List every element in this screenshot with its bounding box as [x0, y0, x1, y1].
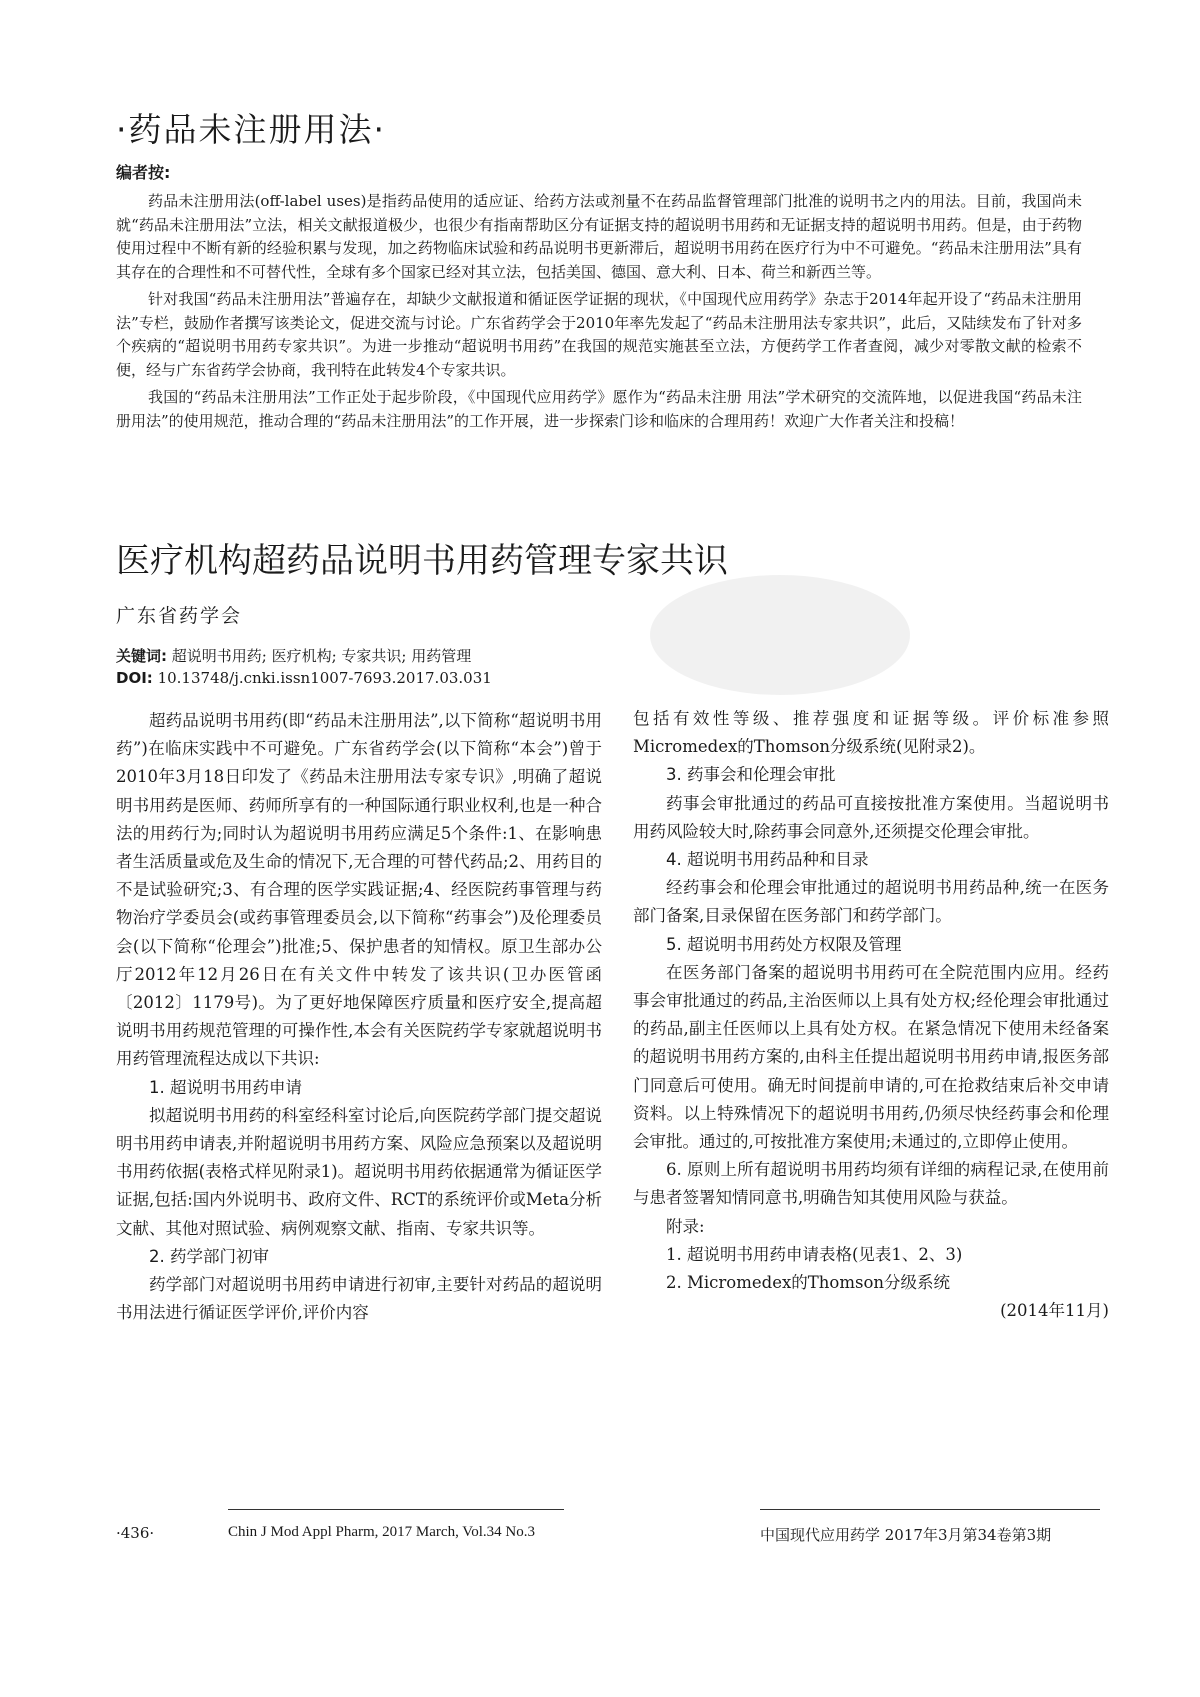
keywords-label: 关键词:	[116, 647, 167, 665]
editor-note-paragraph: 我国的“药品未注册用法”工作正处于起步阶段，《中国现代应用药学》愿作为“药品未注册 用法”学术研究的交流阵地，以促进我国“药品未注册用法”的使用规范，推动合理的“药品未注册用法”的工作开展，进一步探索门诊和临床的合理用药！欢迎广大作者关注和投稿！	[116, 388, 1082, 430]
article-title: 医疗机构超药品说明书用药管理专家共识	[116, 541, 728, 581]
body-paragraph: 6. 原则上所有超说明书用药均须有详细的病程记录,在使用前与患者签署知情同意书,明确告知其使用风险与获益。	[633, 1160, 1109, 1208]
article-author: 广东省药学会	[116, 605, 243, 627]
keywords-value: 超说明书用药; 医疗机构; 专家共识; 用药管理	[171, 647, 472, 665]
body-paragraph: 拟超说明书用药的科室经科室讨论后,向医院药学部门提交超说明书用药申请表,并附超说明书用药方案、风险应急预案以及超说明书用药依据(表格式样见附录1)。超说明书用药依据通常为循证医学证据,包括:国内外说明书、政府文件、RCT的系统评价或Meta分析文献、其他对照试验、病例观察文献、指南、专家共识等。	[116, 1105, 602, 1238]
section-heading: 3. 药事会和伦理会审批	[666, 765, 836, 785]
body-right-column	[633, 705, 1109, 1325]
keywords-line	[116, 645, 676, 666]
editor-note-paragraph: 针对我国“药品未注册用法”普遍存在，却缺少文献报道和循证医学证据的现状，《中国现代应用药学》杂志于2014年起开设了“药品未注册用法”专栏，鼓励作者撰写该类论文，促进交流与讨论。广东省药学会于2010年率先发起了“药品未注册用法专家共识”，此后，又陆续发布了针对多个疾病的“超说明书用药专家共识”。为进一步推动“超说明书用药”在我国的规范实施甚至立法，方便药学工作者查阅，减少对零散文献的检索不便，经与广东省药学会协商，我刊特在此转发4个专家共识。	[116, 290, 1082, 379]
section-tag: ·药品未注册用法·	[116, 110, 386, 149]
body-paragraph: 1. 超说明书用药申请表格(见表1、2、3)	[666, 1244, 963, 1264]
editor-note-paragraph: 药品未注册用法(off-label uses)是指药品使用的适应证、给药方法或剂量不在药品监督管理部门批准的说明书之内的用法。目前，我国尚未就“药品未注册用法”立法，相关文献报道极少，也很少有指南帮助区分有证据支持的超说明书用药和无证据支持的超说明书用药。但是，由于药物使用过程中不断有新的经验积累与发现，加之药物临床试验和药品说明书更新滞后，超说明书用药在医疗行为中不可避免。“药品未注册用法”具有其存在的合理性和不可替代性，全球有多个国家已经对其立法，包括美国、德国、意大利、日本、荷兰和新西兰等。	[116, 192, 1082, 281]
section-heading: 4. 超说明书用药品种和目录	[666, 850, 869, 870]
editor-note-label: 编者按:	[116, 163, 171, 182]
editor-note	[116, 190, 1082, 437]
section-heading: 5. 超说明书用药处方权限及管理	[666, 934, 902, 954]
doi-line	[116, 669, 492, 687]
watermark-icon	[640, 560, 920, 710]
body-paragraph: 药学部门对超说明书用药申请进行初审,主要针对药品的超说明书用法进行循证医学评价,评价内容	[116, 1275, 602, 1323]
article-date: (2014年11月)	[1000, 1301, 1109, 1321]
section-heading: 1. 超说明书用药申请	[149, 1077, 302, 1097]
footer-rule-left	[228, 1509, 564, 1510]
body-paragraph: 药事会审批通过的药品可直接按批准方案使用。当超说明书用药风险较大时,除药事会同意外,还须提交伦理会审批。	[633, 793, 1109, 841]
body-left-column	[116, 707, 602, 1327]
footer-rule-right	[760, 1509, 1100, 1510]
body-paragraph: 超药品说明书用药(即“药品未注册用法”,以下简称“超说明书用药”)在临床实践中不可避免。广东省药学会(以下简称“本会”)曾于2010年3月18日印发了《药品未注册用法专家专识》,明确了超说明书用药是医师、药师所享有的一种国际通行职业权利,也是一种合法的用药行为;同时认为超说明书用药应满足5个条件:1、在影响患者生活质量或危及生命的情况下,无合理的可替代药品;2、用药目的不是试验研究;3、有合理的医学实践证据;4、经医院药事管理与药物治疗学委员会(或药事管理委员会,以下简称“药事会”)及伦理委员会(以下简称“伦理会”)批准;5、保护患者的知情权。原卫生部办公厅2012年12月26日在有关文件中转发了该共识(卫办医管函〔2012〕1179号)。为了更好地保障医疗质量和医疗安全,提高超说明书用药规范管理的可操作性,本会有关医院药学专家就超说明书用药管理流程达成以下共识:	[116, 711, 602, 1069]
doi-value: 10.13748/j.cnki.issn1007-7693.2017.03.031	[157, 669, 492, 687]
body-paragraph: 2. Micromedex的Thomson分级系统	[666, 1273, 951, 1293]
journal-citation-cn: 中国现代应用药学 2017年3月第34卷第3期	[760, 1526, 1052, 1544]
body-paragraph: 包括有效性等级、推荐强度和证据等级。评价标准参照Micromedex的Thomson分级系统(见附录2)。	[633, 709, 1109, 757]
body-paragraph: 附录:	[666, 1216, 705, 1236]
body-paragraph: 经药事会和伦理会审批通过的超说明书用药品种,统一在医务部门备案,目录保留在医务部门和药学部门。	[633, 878, 1109, 926]
journal-citation-en: Chin J Mod Appl Pharm, 2017 March, Vol.34 No.3	[228, 1524, 535, 1540]
section-heading: 2. 药学部门初审	[149, 1246, 269, 1266]
doi-label: DOI:	[116, 669, 153, 687]
page-number: ·436·	[116, 1524, 155, 1542]
body-paragraph: 在医务部门备案的超说明书用药可在全院范围内应用。经药事会审批通过的药品,主治医师以上具有处方权;经伦理会审批通过的药品,副主任医师以上具有处方权。在紧急情况下使用未经备案的超说明书用药方案的,由科主任提出超说明书用药申请,报医务部门同意后可使用。确无时间提前申请的,可在抢救结束后补交申请资料。以上特殊情况下的超说明书用药,仍须尽快经药事会和伦理会审批。通过的,可按批准方案使用;未通过的,立即停止使用。	[633, 962, 1109, 1152]
